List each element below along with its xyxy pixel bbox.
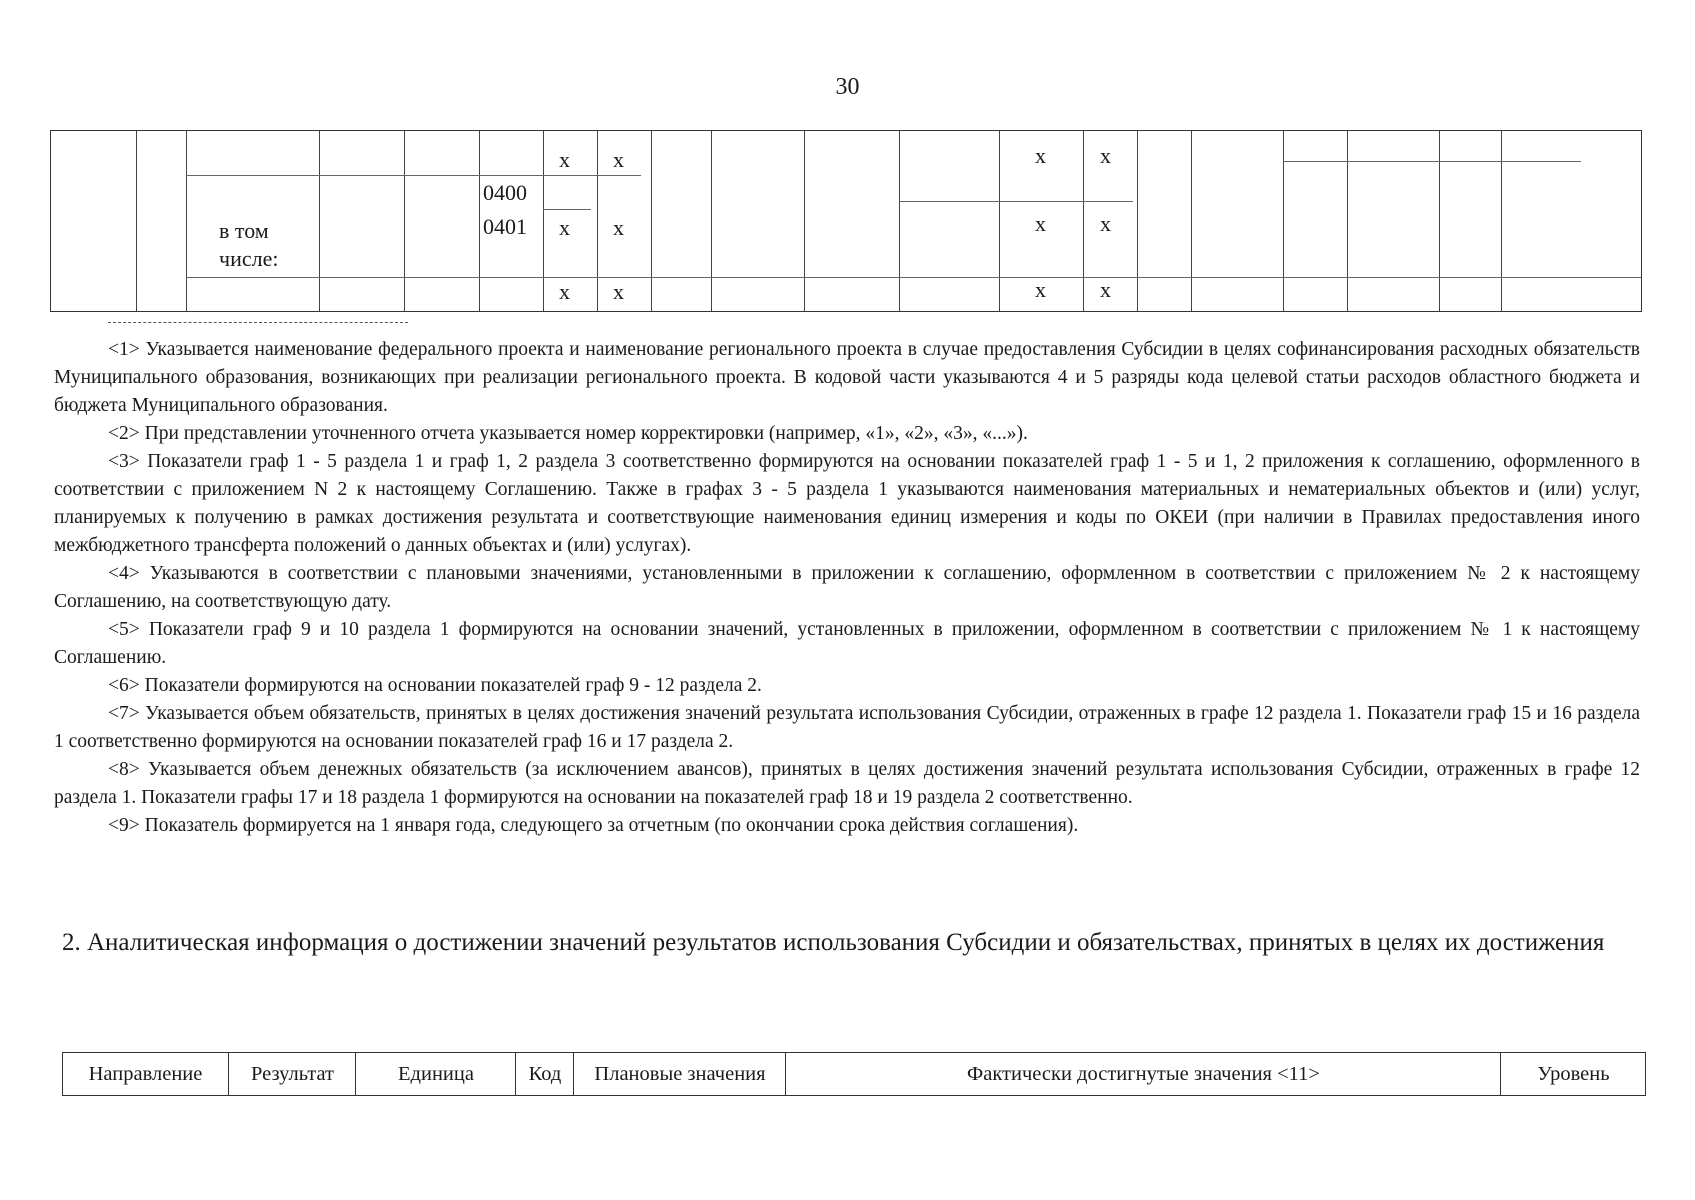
x-mark: x: [559, 147, 570, 172]
header-result: Результат: [228, 1053, 356, 1095]
x-mark: x: [1100, 277, 1111, 302]
footnote-6: <6> Показатели формируются на основании показателей граф 9 - 12 раздела 2.: [108, 675, 762, 696]
x-mark: x: [613, 215, 624, 240]
x-mark: x: [1035, 143, 1046, 168]
footnote-5: <5> Показатели граф 9 и 10 раздела 1 формируются на основании значений, установленных в приложении, оформленном в соответствии с приложением № 1 к настоящему Соглашению.: [54, 619, 1640, 668]
footnote-separator: [108, 322, 408, 323]
in-that-label-line2: числе:: [219, 246, 279, 271]
header-unit: Единица: [355, 1053, 516, 1095]
page-number: 30: [835, 74, 860, 100]
line-code-0401: 0401: [483, 214, 527, 239]
x-mark: x: [613, 279, 624, 304]
x-mark: x: [559, 279, 570, 304]
line-code-0400: 0400: [483, 180, 527, 205]
section-2-title: 2. Аналитическая информация о достижении значений результатов использования Субсидии и обязательствах, принятых в целях их достижения: [62, 929, 1605, 956]
header-planned-values: Плановые значения: [573, 1053, 786, 1095]
header-level: Уровень: [1500, 1053, 1646, 1095]
footnote-4: <4> Указываются в соответствии с плановыми значениями, установленными в приложении к соглашению, оформленном в соответствии с приложением № 2 к настоящему Соглашению, на соответствующую дату.: [54, 563, 1640, 612]
footnote-7: <7> Указывается объем обязательств, принятых в целях достижения значений результата использования Субсидии, отраженных в графе 12 раздела 1. Показатели граф 15 и 16 раздела 1 соответственно формируются на основании показателей граф 16 и 17 раздела 2.: [54, 703, 1640, 752]
x-mark: x: [1035, 277, 1046, 302]
x-mark: x: [1035, 211, 1046, 236]
x-mark: x: [613, 147, 624, 172]
x-mark: x: [559, 215, 570, 240]
header-direction: Направление: [88, 1063, 203, 1085]
analytics-table-header: [62, 1052, 1646, 1096]
in-that-label-line1: в том: [219, 218, 269, 243]
x-mark: x: [1100, 211, 1111, 236]
footnote-9: <9> Показатель формируется на 1 января года, следующего за отчетным (по окончании срока действия соглашения).: [108, 815, 1079, 836]
footnote-3: <3> Показатели граф 1 - 5 раздела 1 и граф 1, 2 раздела 3 соответственно формируются на основании показателей граф 1 - 5 и 1, 2 приложения к соглашению, оформленного в соответствии с приложением N 2 к настоящему Соглашению. Также в графах 3 - 5 раздела 1 указываются наименования материальных и нематериальных объектов и (или) услуг, планируемых к получению в рамках достижения результата и соответствующие наименования единиц измерения и коды по ОКЕИ (при наличии в Правилах предоставления иного межбюджетного трансферта положений о данных объектах и (или) услугах).: [54, 451, 1640, 556]
header-code: Код: [515, 1053, 574, 1095]
x-mark: x: [1100, 143, 1111, 168]
footnotes: [54, 336, 1640, 840]
continuation-table: [50, 130, 1642, 312]
footnote-1: <1> Указывается наименование федерального проекта и наименование регионального проекта в случае предоставления Субсидии в целях софинансирования расходных обязательств Муниципального образования, возникающих при реализации регионального проекта. В кодовой части указываются 4 и 5 разряды кода целевой статьи расходов областного бюджета и бюджета Муниципального образования.: [54, 339, 1640, 416]
header-actual-values: Фактически достигнутые значения <11>: [785, 1053, 1501, 1095]
footnote-8: <8> Указывается объем денежных обязательств (за исключением авансов), принятых в целях достижения значений результата использования Субсидии, отраженных в графе 12 раздела 1. Показатели графы 17 и 18 раздела 1 формируются на основании на показателей граф 18 и 19 раздела 2 соответственно.: [54, 759, 1640, 808]
footnote-2: <2> При представлении уточненного отчета указывается номер корректировки (например, «1», «2», «3», «...»).: [108, 423, 1028, 444]
